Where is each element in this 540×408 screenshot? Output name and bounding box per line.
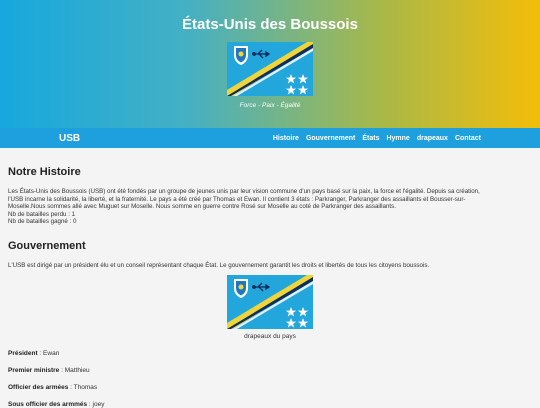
member-president: Président : Ewan	[8, 350, 532, 357]
battles-won: Nb de batailles gagné : 0	[8, 218, 532, 226]
main-navbar	[0, 128, 540, 148]
battles-lost: Nb de batailles perdu : 1	[8, 211, 532, 219]
history-line: Moselle.Nous sommes allé avec Muguet sur Moselle. Nous somme en guerre contre Rosé sur Moselle au coté de Parkranger des assaillants.	[8, 203, 532, 211]
member-army-officer: Officier des armées : Thomas	[8, 384, 532, 391]
history-line: l'USB incarne la solidarité, la liberté, et la fraternité. Le pays a été créé par Thomas et Ewan. Il contient 3 états : Parkranger, Parkranger des assaillants et Bousser-sur-	[8, 196, 532, 204]
nav-link-etats[interactable]: États	[362, 135, 379, 142]
nav-link-gouvernement[interactable]: Gouvernement	[306, 135, 355, 142]
motto-text: Force - Paix - Égalité	[0, 102, 540, 109]
nav-links	[273, 135, 481, 142]
member-role: Premier ministre	[8, 367, 59, 374]
nav-link-histoire[interactable]: Histoire	[273, 135, 299, 142]
member-name: Ewan	[43, 350, 59, 357]
nav-link-hymne[interactable]: Hymne	[386, 135, 409, 142]
history-heading: Notre Histoire	[8, 148, 532, 178]
member-name: joey	[93, 401, 105, 408]
government-section	[8, 226, 532, 408]
member-sub-officer: Sous officier des armmés : joey	[8, 401, 532, 408]
member-role: Officier des armées	[8, 384, 68, 391]
brand-link[interactable]: USB	[59, 133, 80, 144]
country-flag-image	[227, 275, 313, 329]
site-title: États-Unis des Boussois	[0, 0, 540, 34]
government-description: L'USB est dirigé par un président élu et un conseil représentant chaque État. Le gouvernement garantit les droits et libertés de tous les citoyens boussois.	[8, 262, 532, 270]
member-name: Matthieu	[65, 367, 90, 374]
member-role: Président	[8, 350, 38, 357]
government-heading: Gouvernement	[8, 226, 532, 252]
member-name: Thomas	[74, 384, 97, 391]
flag-caption: drapeaux du pays	[8, 333, 532, 340]
member-role: Sous officier des armmés	[8, 401, 87, 408]
hero-banner	[0, 0, 540, 128]
nav-link-drapeaux[interactable]: drapeaux	[417, 135, 448, 142]
main-content	[0, 148, 540, 408]
history-line: Les États-Unis des Boussois (USB) ont été fondés par un groupe de jeunes unis par leur vision commune d'un pays basé sur la paix, la force et l'égalité. Depuis sa création,	[8, 188, 532, 196]
nav-link-contact[interactable]: Contact	[455, 135, 481, 142]
national-flag-image	[227, 42, 313, 96]
history-section	[8, 148, 532, 226]
member-prime-minister: Premier ministre : Matthieu	[8, 367, 532, 374]
